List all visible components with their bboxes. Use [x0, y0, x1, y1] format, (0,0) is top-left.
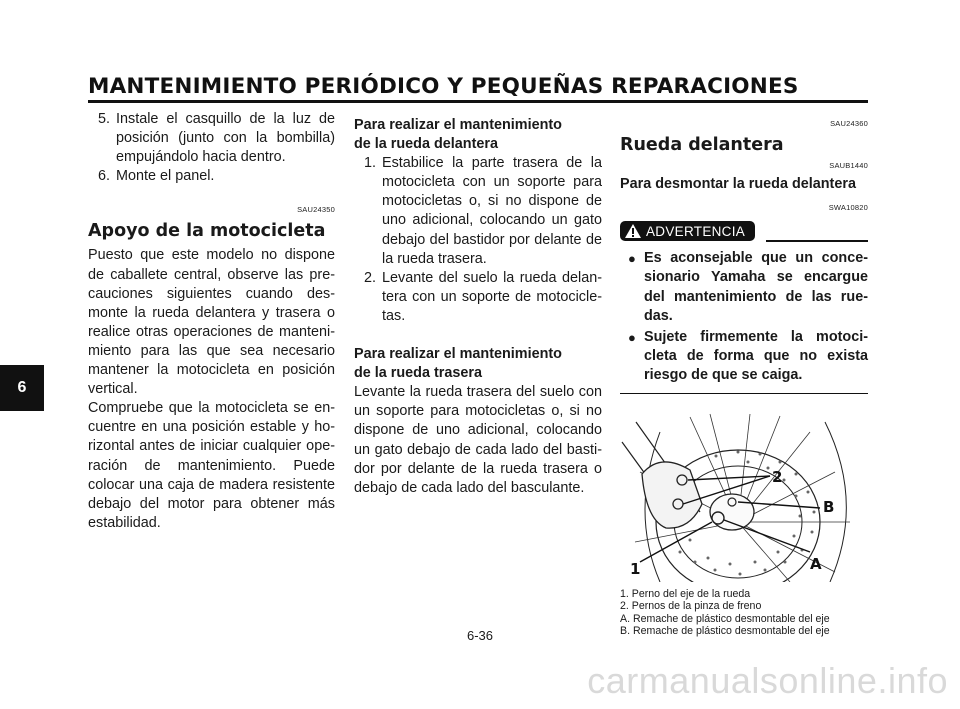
page-header-title: MANTENIMIENTO PERIÓDICO Y PEQUEÑAS REPARACIONES: [88, 74, 799, 99]
step-number: 6.: [97, 168, 110, 185]
page-number: 6-36: [466, 628, 494, 643]
subheading-front-line2: de la rueda delantera: [354, 136, 498, 153]
step-5: [88, 110, 335, 167]
step-text: Levante del suelo la rueda delan-tera con un soporte de motocicle-tas.: [382, 269, 602, 324]
step-number: 5.: [97, 111, 110, 127]
label-1: 1: [630, 560, 641, 579]
step-text: Monte el panel.: [116, 168, 215, 185]
warning-label: ADVERTENCIA: [646, 223, 746, 239]
caption-item: B. Remache de plástico desmontable del eje: [620, 625, 830, 638]
section-code: SAUB1440: [829, 161, 868, 171]
subheading-rear-line2: de la rueda trasera: [354, 365, 482, 382]
label-b: B: [823, 498, 835, 517]
wheel-drawing: [620, 412, 868, 582]
warning-triangle-icon: [624, 223, 642, 239]
front-wheel-illustration: [620, 412, 868, 582]
subheading-desmontar: Para desmontar la rueda delantera: [620, 176, 856, 193]
paragraph-stability: Compruebe que la motocicleta se en-cuentre en una posición estable y ho-rizontal antes de iniciar cualquier ope-ración de mantenimiento. Puede colocar una caja de madera resistente debajo del motor para obtener más estabilidad.: [88, 400, 335, 531]
warning-end-rule: [620, 393, 868, 394]
step-text: Estabilice la parte trasera de la motocicleta con un soporte para motocicletas o, si no dispone de uno adicional, colocando un gato debajo del bastidor por delante de la rueda trasera.: [382, 155, 602, 267]
step-6: [88, 167, 335, 186]
subheading-rear-line1: Para realizar el mantenimiento: [354, 346, 562, 363]
step-number: 2.: [363, 269, 376, 286]
section-heading-apoyo: Apoyo de la motocicleta: [88, 221, 326, 242]
bullet-icon: ●: [628, 329, 636, 345]
step-text: Instale el casquillo de la luz de posición (junto con la bombilla) empujándolo hacia dentro.: [116, 111, 335, 166]
caption-item: 1. Perno del eje de la rueda: [620, 588, 751, 601]
warning-rule: [766, 240, 868, 242]
warning-header: [620, 219, 868, 243]
chapter-tab: 6: [0, 365, 44, 411]
header-rule: [88, 100, 868, 103]
bullet-icon: ●: [628, 251, 636, 267]
step-1: [354, 154, 602, 269]
warning-bullet: [620, 328, 868, 385]
subheading-front-line1: Para realizar el mantenimiento: [354, 117, 562, 133]
column-left: [88, 110, 335, 533]
warning-bullet-text: Es aconsejable que un conce-sionario Yamaha se encargue del mantenimiento de las rue-das.: [644, 250, 868, 324]
site-watermark: carmanualsonline.info: [587, 660, 948, 701]
label-a: A: [810, 555, 822, 574]
step-number: 1.: [363, 155, 376, 172]
section-code: SAU24350: [297, 205, 335, 215]
column-middle: [354, 110, 602, 498]
warning-bullet-text: Sujete firmemente la motoci-cleta de forma que no exista riesgo de que se caiga.: [644, 328, 868, 383]
paragraph-precautions: Puesto que este modelo no dispone de caballete central, observe las pre-cauciones siguientes cuando des-monte la rueda delantera y trasera o realice otras operaciones de manteni-miento para las que sea necesario mantener la motocicleta en posición vertical.: [88, 247, 335, 398]
brake-caliper: [642, 462, 702, 528]
label-2: 2: [772, 468, 783, 487]
warning-badge: [620, 221, 755, 241]
paragraph-rear-wheel: Levante la rueda trasera del suelo con un soporte para motocicletas o, si no dispone de uno adicional, colocando un gato debajo de cada lado del basti-dor por delante de la rueda trasera o debajo de cada lado del basculante.: [354, 384, 602, 496]
warning-bullet: [620, 249, 868, 325]
caption-item: A. Remache de plástico desmontable del eje: [620, 612, 830, 625]
warning-code: SWA10820: [828, 203, 868, 213]
section-heading-rueda: Rueda delantera: [620, 135, 784, 156]
section-code: SAU24360: [830, 119, 868, 128]
column-right: [620, 110, 868, 638]
step-2: [354, 269, 602, 326]
caption-item: 2. Pernos de la pinza de freno: [620, 600, 762, 613]
